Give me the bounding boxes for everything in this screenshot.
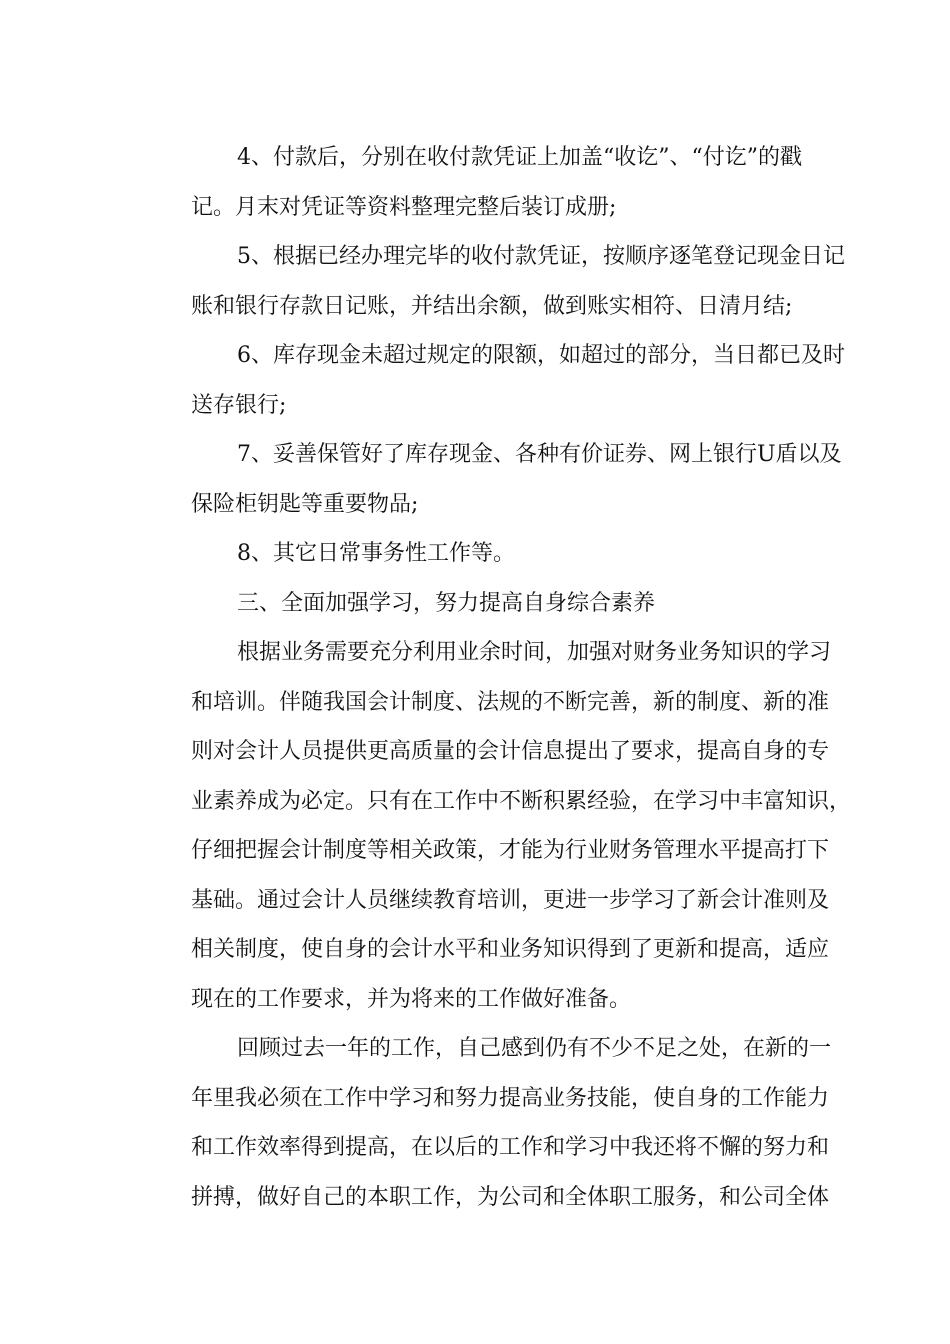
- paragraph-item-7: [145, 430, 842, 529]
- text-line: 和培训。伴随我国会计制度、法规的不断完善，新的制度、新的准: [191, 689, 830, 715]
- text-line: 7、妥善保管好了库存现金、各种有价证券、网上银行U盾以及: [237, 442, 842, 467]
- text-line: 年里我必须在工作中学习和努力提高业务技能，使自身的工作能力: [191, 1085, 830, 1111]
- text-line: 仔细把握会计制度等相关政策，才能为行业财务管理水平提高打下: [191, 838, 830, 863]
- text-line: 则对会计人员提供更高质量的会计信息提出了要求，提高自身的专: [191, 739, 830, 764]
- section-heading: [145, 579, 815, 629]
- text-line: 6、库存现金未超过规定的限额，如超过的部分，当日都已及时: [237, 343, 845, 368]
- text-line: 现在的工作要求，并为将来的工作做好准备。: [191, 986, 632, 1012]
- text-line: 保险柜钥匙等重要物品;: [191, 491, 419, 517]
- paragraph-review: [145, 1024, 832, 1222]
- paragraph-study: [145, 628, 852, 1024]
- text-line: 记。月末对凭证等资料整理完整后装订成册;: [191, 194, 617, 220]
- document-body: [145, 133, 852, 1222]
- text-line: 送存银行;: [191, 392, 287, 418]
- paragraph-item-8: [145, 529, 815, 579]
- heading-text: 三、全面加强学习，努力提高自身综合素养: [237, 590, 656, 616]
- text-line: 业素养成为必定。只有在工作中不断积累经验，在学习中丰富知识，: [191, 788, 852, 814]
- text-line: 相关制度，使自身的会计水平和业务知识得到了更新和提高，适应: [191, 937, 830, 962]
- text-line: 和工作效率得到提高，在以后的工作和学习中我还将不懈的努力和: [191, 1135, 830, 1160]
- text-line: 8、其它日常事务性工作等。: [237, 541, 515, 566]
- text-line: 账和银行存款日记账，并结出余额，做到账实相符、日清月结;: [191, 293, 793, 319]
- text-line: 基础。通过会计人员继续教育培训，更进一步学习了新会计准则及: [191, 887, 830, 913]
- text-line: 回顾过去一年的工作，自己感到仍有不少不足之处，在新的一: [237, 1036, 832, 1061]
- text-line: 根据业务需要充分利用业余时间，加强对财务业务知识的学习: [237, 640, 832, 665]
- text-line: 5、根据已经办理完毕的收付款凭证，按顺序逐笔登记现金日记: [237, 244, 845, 269]
- text-line: 4、付款后，分别在收付款凭证上加盖“收讫”、“付讫”的戳: [237, 145, 802, 170]
- paragraph-item-6: [145, 331, 845, 430]
- paragraph-item-4: [145, 133, 815, 232]
- paragraph-item-5: [145, 232, 845, 331]
- text-line: 拼搏，做好自己的本职工作，为公司和全体职工服务，和公司全体: [191, 1184, 830, 1210]
